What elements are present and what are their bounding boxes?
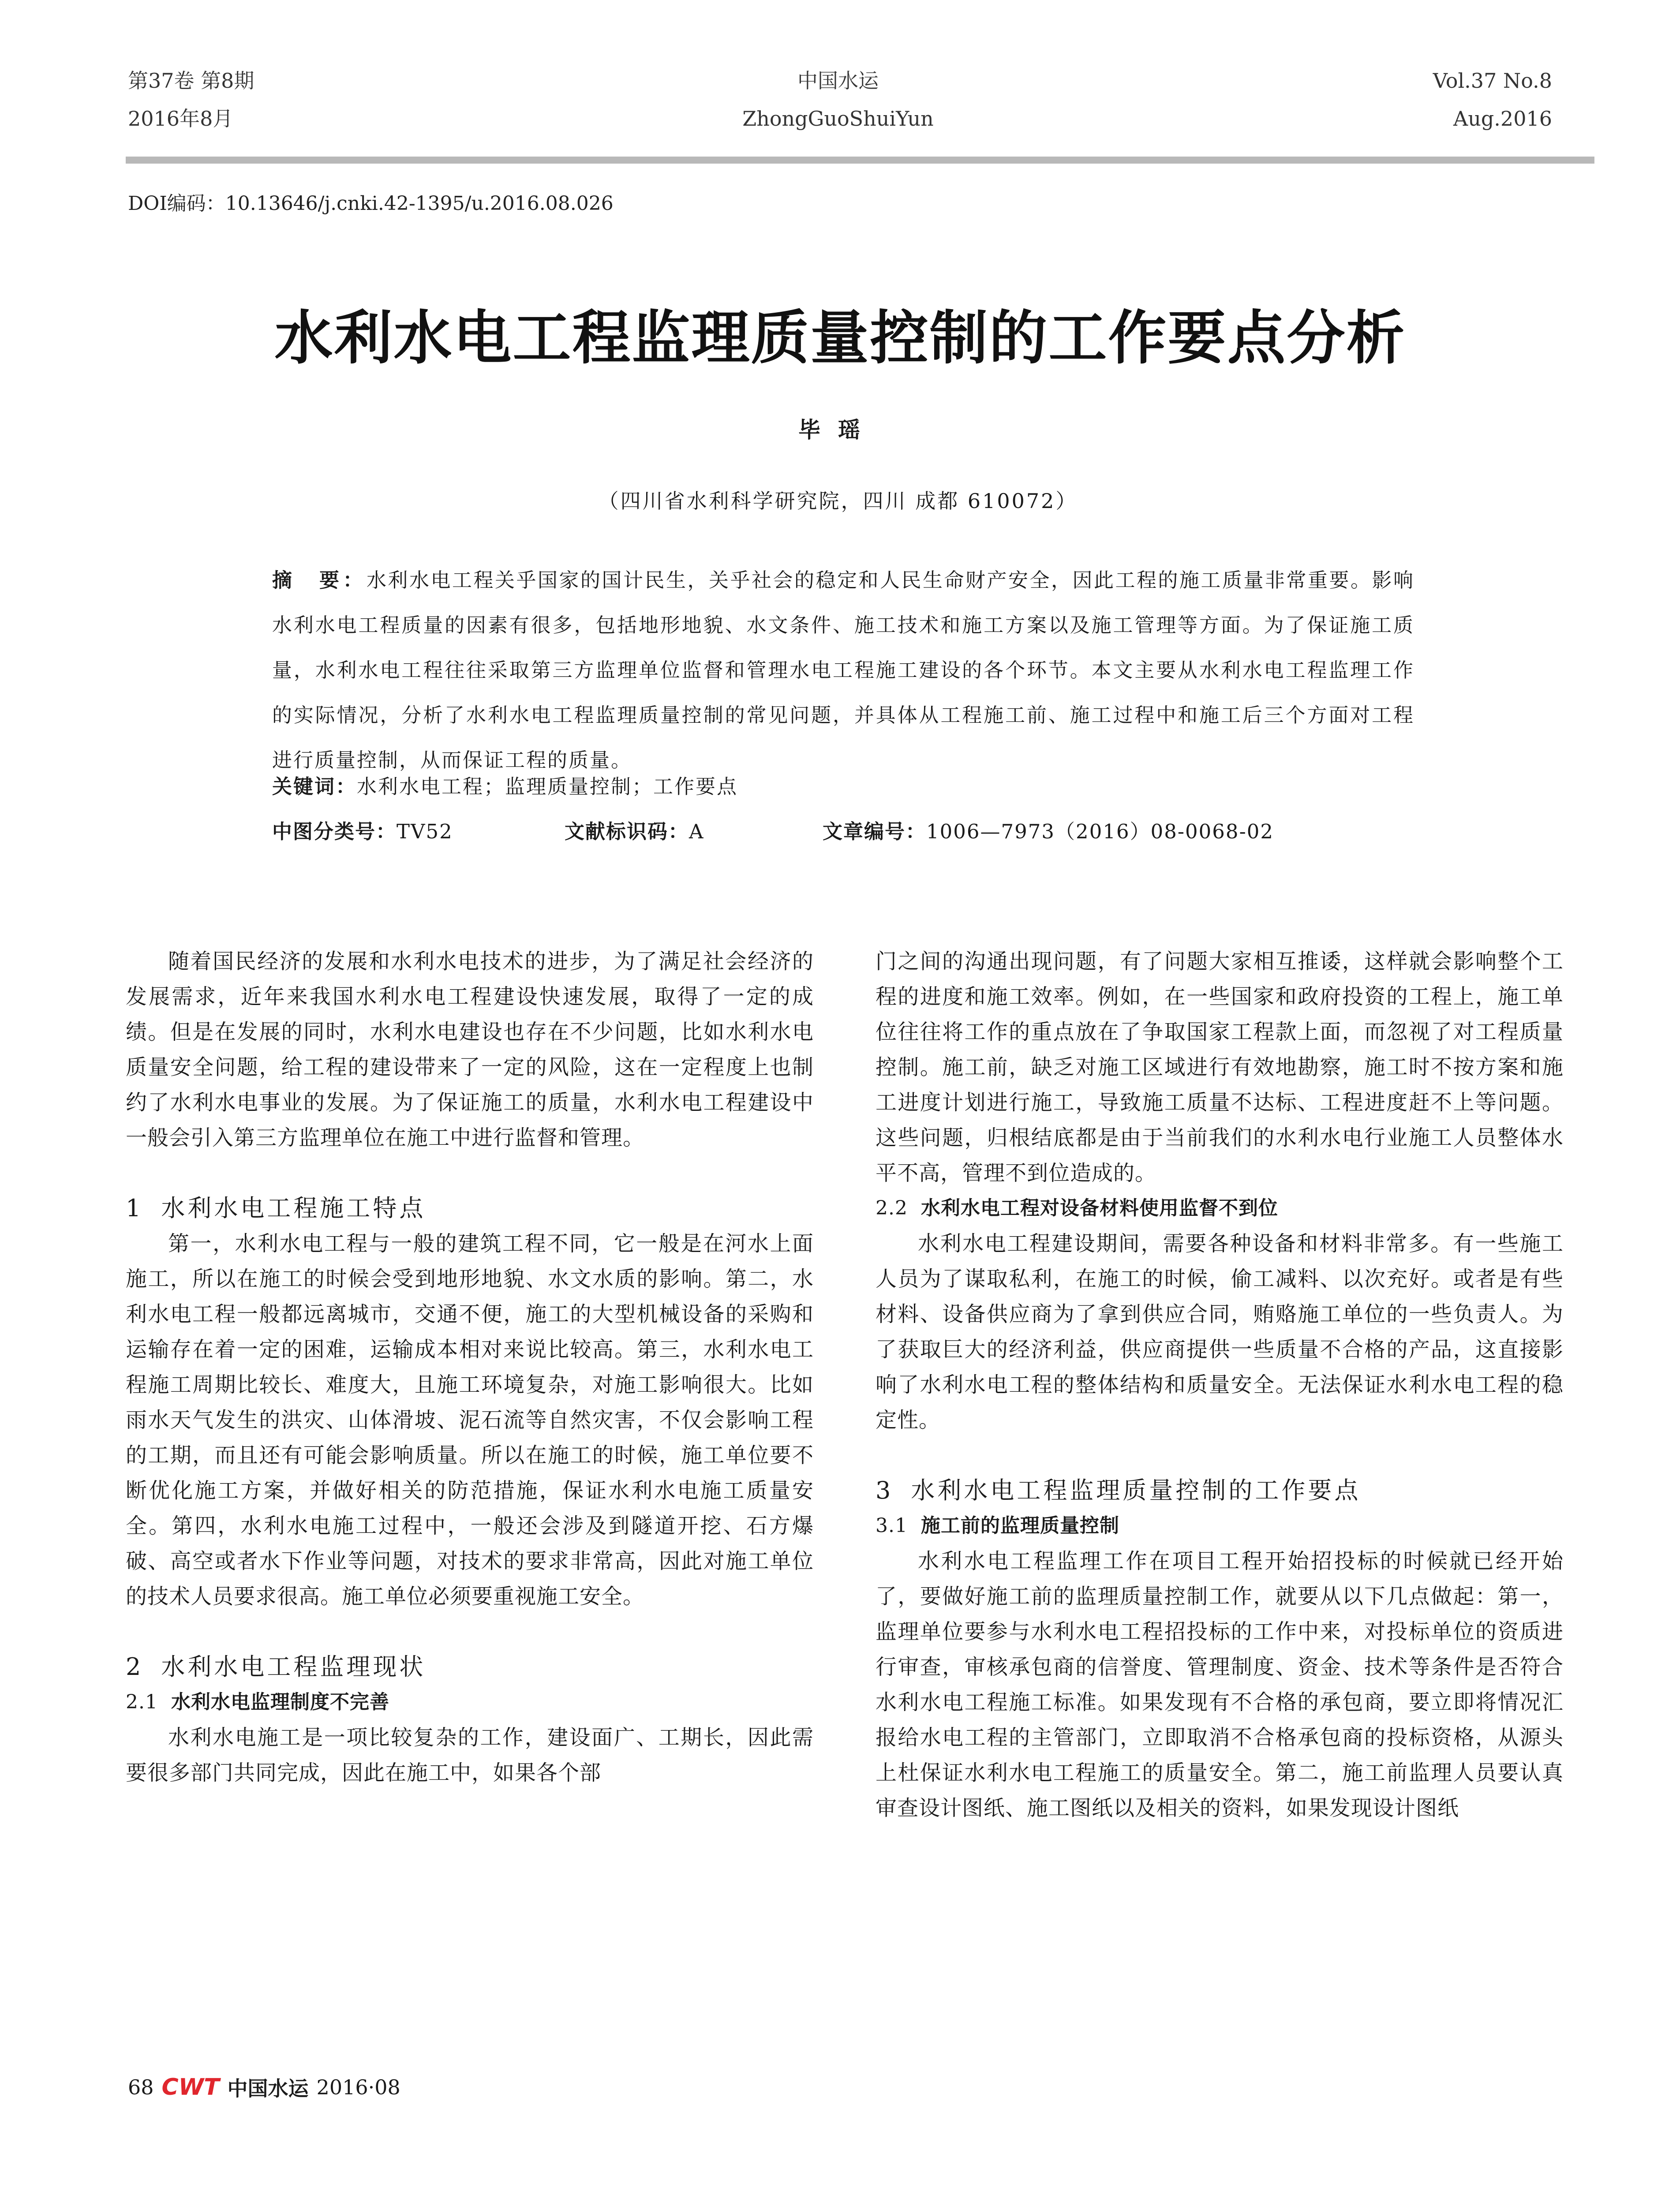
abstract <box>272 558 1414 783</box>
subsection-number: 3.1 <box>876 1514 908 1537</box>
section-1-paragraph: 第一，水利水电工程与一般的建筑工程不同，它一般是在河水上面施工，所以在施工的时候会受到地形地貌、水文水质的影响。第二，水利水电工程一般都远离城市，交通不便，施工的大型机械设备的采购和运输存在着一定的困难，运输成本相对来说比较高。第三，水利水电工程施工周期比较长、难度大，且施工环境复杂，对施工影响很大。比如雨水天气发生的洪灾、山体滑坡、泥石流等自然灾害，不仅会影响工程的工期，而且还有可能会影响质量。所以在施工的时候，施工单位要不断优化施工方案，并做好相关的防范措施，保证水利水电施工质量安全。第四，水利水电施工过程中，一般还会涉及到隧道开挖、石方爆破、高空或者水下作业等问题，对技术的要求非常高，因此对施工单位的技术人员要求很高。施工单位必须要重视施工安全。 <box>126 1231 814 1609</box>
subsection-title: 施工前的监理质量控制 <box>920 1514 1119 1537</box>
subsection-2-2-paragraph: 水利水电工程建设期间，需要各种设备和材料非常多。有一些施工人员为了谋取私利，在施工的时候，偷工减料、以次充好。或者是有些材料、设备供应商为了拿到供应合同，贿赂施工单位的一些负责人。为了获取巨大的经济利益，供应商提供一些质量不合格的产品，这直接影响了水利水电工程的整体结构和质量安全。无法保证水利水电工程的稳定性。 <box>876 1231 1564 1432</box>
doi: DOI编码：10.13646/j.cnki.42-1395/u.2016.08.026 <box>128 192 614 215</box>
abstract-label: 摘 要： <box>272 568 367 592</box>
subsection-title: 水利水电工程对设备材料使用监督不到位 <box>920 1197 1278 1219</box>
article-no-value: 1006—7973（2016）08-0068-02 <box>926 820 1274 843</box>
cwt-logo: CWT <box>161 2074 220 2100</box>
issue-date: 2016年8月 <box>128 107 233 131</box>
doc-code-label: 文献标识码： <box>565 820 689 843</box>
section-3-heading <box>876 1473 1564 1508</box>
keywords-label: 关键词： <box>272 775 357 798</box>
section-number: 2 <box>126 1653 144 1681</box>
volume-issue: 第37卷 第8期 <box>128 69 254 93</box>
page-number: 68 <box>128 2075 154 2099</box>
keywords <box>272 764 738 809</box>
subsection-number: 2.2 <box>876 1197 908 1219</box>
article-number <box>823 809 1274 854</box>
journal-name-pinyin: ZhongGuoShuiYun <box>742 107 934 131</box>
subsection-number: 2.1 <box>126 1691 158 1713</box>
author: 毕瑶 <box>798 417 878 443</box>
footer-journal-name: 中国水运 <box>227 2077 309 2100</box>
section-title: 水利水电工程监理现状 <box>161 1653 426 1681</box>
subsection-title: 水利水电监理制度不完善 <box>171 1691 389 1713</box>
section-number: 1 <box>126 1194 144 1222</box>
header-rule <box>126 157 1594 164</box>
keywords-text: 水利水电工程；监理质量控制；工作要点 <box>357 775 738 798</box>
article-no-label: 文章编号： <box>823 820 927 843</box>
section-title: 水利水电工程施工特点 <box>161 1194 426 1222</box>
right-column <box>876 944 1564 1826</box>
clc-value: TV52 <box>397 820 453 843</box>
running-header-left <box>128 62 254 138</box>
left-column <box>126 944 814 1790</box>
subsection-2-2-heading <box>876 1191 1564 1226</box>
doc-code-value: A <box>689 820 704 843</box>
subsection-3-1-paragraph: 水利水电工程监理工作在项目工程开始招投标的时候就已经开始了，要做好施工前的监理质量控制工作，就要从以下几点做起：第一，监理单位要参与水利水电工程招投标的工作中来，对投标单位的资质进行审查，审核承包商的信誉度、管理制度、资金、技术等条件是否符合水利水电工程施工标准。如果发现有不合格的承包商，要立即将情况汇报给水电工程的主管部门，立即取消不合格承包商的投标资格，从源头上杜保证水利水电工程施工的质量安全。第二，施工前监理人员要认真审查设计图纸、施工图纸以及相关的资料，如果发现设计图纸 <box>876 1549 1564 1820</box>
running-header-right <box>1433 62 1552 138</box>
section-number: 3 <box>876 1476 894 1504</box>
subsection-2-1-heading <box>126 1685 814 1720</box>
section-title: 水利水电工程监理质量控制的工作要点 <box>911 1476 1361 1504</box>
subsection-3-1-heading <box>876 1508 1564 1544</box>
abstract-text: 水利水电工程关乎国家的国计民生，关乎社会的稳定和人民生命财产安全，因此工程的施工质量非常重要。影响水利水电工程质量的因素有很多，包括地形地貌、水文条件、施工技术和施工方案以及施工管理等方面。为了保证施工质量，水利水电工程往往采取第三方监理单位监督和管理水电工程施工建设的各个环节。本文主要从水利水电工程监理工作的实际情况，分析了水利水电工程监理质量控制的常见问题，并具体从工程施工前、施工过程中和施工后三个方面对工程进行质量控制，从而保证工程的质量。 <box>272 568 1414 772</box>
page-footer <box>128 2073 400 2102</box>
clc-label: 中图分类号： <box>272 820 397 843</box>
article-title: 水利水电工程监理质量控制的工作要点分析 <box>274 304 1406 372</box>
footer-issue: 2016·08 <box>316 2075 400 2099</box>
volume-issue-en: Vol.37 No.8 <box>1433 69 1552 93</box>
subsection-2-1-paragraph: 水利水电施工是一项比较复杂的工作，建设面广、工期长，因此需要很多部门共同完成，因此在施工中，如果各个部 <box>126 1725 814 1785</box>
section-1-heading <box>126 1191 814 1226</box>
issue-date-en: Aug.2016 <box>1453 107 1552 131</box>
document-code <box>565 809 704 854</box>
section-2-heading <box>126 1649 814 1685</box>
continued-paragraph: 门之间的沟通出现问题，有了问题大家相互推诿，这样就会影响整个工程的进度和施工效率。例如，在一些国家和政府投资的工程上，施工单位往往将工作的重点放在了争取国家工程款上面，而忽视了对工程质量控制。施工前，缺乏对施工区域进行有效地勘察，施工时不按方案和施工进度计划进行施工，导致施工质量不达标、工程进度赶不上等问题。这些问题，归根结底都是由于当前我们的水利水电行业施工人员整体水平不高，管理不到位造成的。 <box>876 949 1564 1185</box>
running-header-center <box>662 62 1014 138</box>
journal-name-cn: 中国水运 <box>797 69 879 93</box>
affiliation: （四川省水利科学研究院，四川 成都 610072） <box>598 489 1078 513</box>
clc-number <box>272 809 453 854</box>
intro-paragraph: 随着国民经济的发展和水利水电技术的进步，为了满足社会经济的发展需求，近年来我国水利水电工程建设快速发展，取得了一定的成绩。但是在发展的同时，水利水电建设也存在不少问题，比如水利水电质量安全问题，给工程的建设带来了一定的风险，这在一定程度上也制约了水利水电事业的发展。为了保证施工的质量，水利水电工程建设中一般会引入第三方监理单位在施工中进行监督和管理。 <box>126 949 814 1150</box>
